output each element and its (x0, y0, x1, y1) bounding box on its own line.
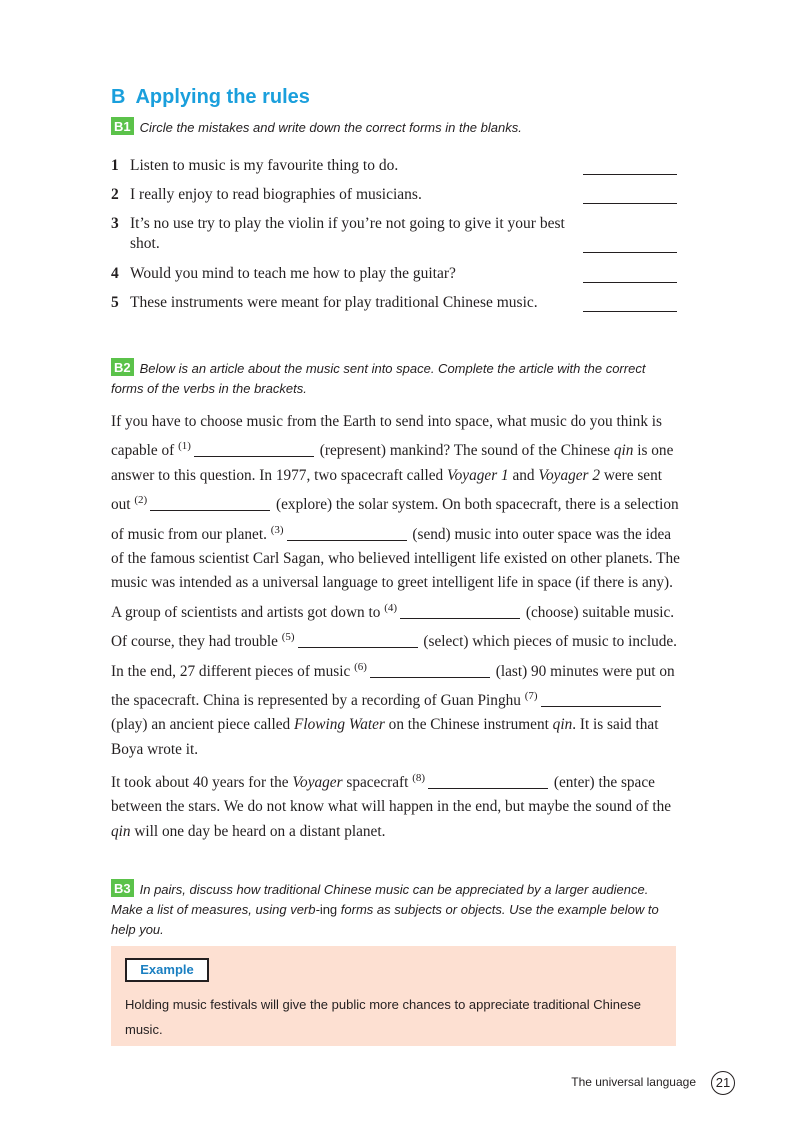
qin-term: qin (552, 716, 573, 734)
section-heading (111, 86, 310, 109)
article-text: (explore) the solar system. On both spacecraft, there is a selection of music from our planet. (111, 496, 679, 543)
blank-number: (7) (524, 690, 538, 703)
blank-number: (8) (412, 772, 426, 784)
answer-blank[interactable] (583, 252, 677, 253)
article-text: on the Chinese instrument (388, 716, 549, 734)
blank-number: (6) (354, 660, 367, 673)
blank-number: (3) (270, 523, 284, 536)
article-text: (represent) mankind? The sound of the Chinese (319, 442, 611, 460)
article-blank-7[interactable] (541, 706, 661, 707)
article-text: were sent out (111, 466, 662, 514)
b1-item-number: 5 (111, 294, 119, 311)
section-letter: B (111, 86, 126, 108)
b1-item (111, 293, 677, 315)
qin-term: qin (111, 822, 131, 840)
b1-badge: B1 (111, 117, 134, 135)
b1-item (111, 156, 677, 178)
blank-number: (1) (178, 440, 191, 453)
article-text: (enter) the space between the stars. We do not know what will happen in the end, but maybe the sound of the (111, 774, 672, 816)
b1-item-number: 2 (111, 186, 119, 203)
b2-badge: B2 (111, 358, 134, 376)
b1-item-number: 1 (111, 157, 119, 174)
b1-instruction-row (111, 117, 676, 138)
blank-number: (5) (281, 631, 295, 644)
article-text: (last) 90 minutes were put on the spacecraft. China is represented by a recording of Guan Pinghu (111, 662, 675, 710)
article-blank-6[interactable] (370, 677, 490, 678)
article-blank-8[interactable] (428, 788, 548, 789)
article-blank-4[interactable] (400, 618, 520, 619)
b1-instruction: Circle the mistakes and write down the correct forms in the blanks. (139, 120, 522, 135)
voyager-term: Voyager (292, 774, 343, 791)
piece-title: Flowing Water (294, 716, 385, 734)
footer-title: The universal language (571, 1075, 696, 1089)
b1-item-text: Would you mind to teach me how to play the guitar? (130, 265, 456, 282)
section-title: Applying the rules (135, 86, 310, 108)
article-paragraph-2 (111, 766, 681, 844)
article-blank-3[interactable] (287, 540, 407, 541)
b1-item (111, 264, 677, 286)
article-text: will one day be heard on a distant planet. (134, 822, 386, 840)
b2-instruction: Below is an article about the music sent into space. Complete the article with the correct forms of the verbs in the brackets. (111, 361, 646, 396)
b3-badge: B3 (111, 879, 134, 897)
voyager-2-term: Voyager 2 (538, 466, 600, 484)
answer-blank[interactable] (583, 174, 677, 175)
article-text: . It is said that Boya wrote it. (111, 716, 659, 758)
qin-term: qin (613, 442, 634, 460)
b1-item-text: I really enjoy to read biographies of musicians. (130, 186, 422, 203)
b1-item-number: 4 (111, 265, 119, 282)
article-text: (send) music into outer space was the idea of the famous scientist Carl Sagan, who believed intelligent life existed on other planets. The music was intended as a universal language to greet intelligent life in space (if there is any). A group of scientists and artists got down to (111, 525, 680, 621)
example-box (111, 946, 676, 1046)
b2-instruction-row (111, 358, 676, 399)
article-text: (choose) suitable music. Of course, they had trouble (111, 603, 675, 651)
answer-blank[interactable] (583, 282, 677, 283)
voyager-1-term: Voyager 1 (447, 466, 509, 484)
article-blank-2[interactable] (150, 510, 270, 511)
b1-item (111, 185, 677, 207)
b3-instruction: In pairs, discuss how traditional Chinese music can be appreciated by a larger audience. Make a list of measures, using verb-ing forms as subjects or objects. Use the example below to help you. (111, 882, 659, 937)
article-paragraph-1 (111, 410, 681, 762)
example-label: Example (125, 958, 209, 982)
example-text: Holding music festivals will give the public more chances to appreciate traditional Chinese music. (125, 997, 641, 1037)
article-blank-1[interactable] (194, 456, 314, 457)
article-text: is one answer to this question. In 1977, two spacecraft called (111, 442, 674, 484)
article-text: and (512, 466, 535, 484)
b1-item-text: Listen to music is my favourite thing to do. (130, 157, 399, 174)
b1-item-text: It’s no use try to play the violin if you’re not going to give it your best shot. (130, 215, 565, 252)
blank-number: (4) (384, 601, 398, 614)
article-text: (play) an ancient piece called (111, 716, 291, 734)
b1-item-number: 3 (111, 215, 119, 232)
article-text: It took about 40 years for the (111, 774, 289, 791)
article-text: If you have to choose music from the Earth to send into space, what music do you think is capable of (111, 413, 663, 460)
blank-number: (2) (134, 494, 148, 507)
b1-item (111, 214, 677, 258)
answer-blank[interactable] (583, 203, 677, 204)
page-number: 21 (711, 1071, 735, 1095)
answer-blank[interactable] (583, 311, 677, 312)
b3-instruction-row (111, 879, 682, 940)
b1-item-text: These instruments were meant for play traditional Chinese music. (130, 294, 538, 311)
article-text: spacecraft (346, 774, 409, 791)
article-blank-5[interactable] (298, 647, 418, 648)
article-text: (select) which pieces of music to include. In the end, 27 different pieces of music (111, 633, 678, 680)
